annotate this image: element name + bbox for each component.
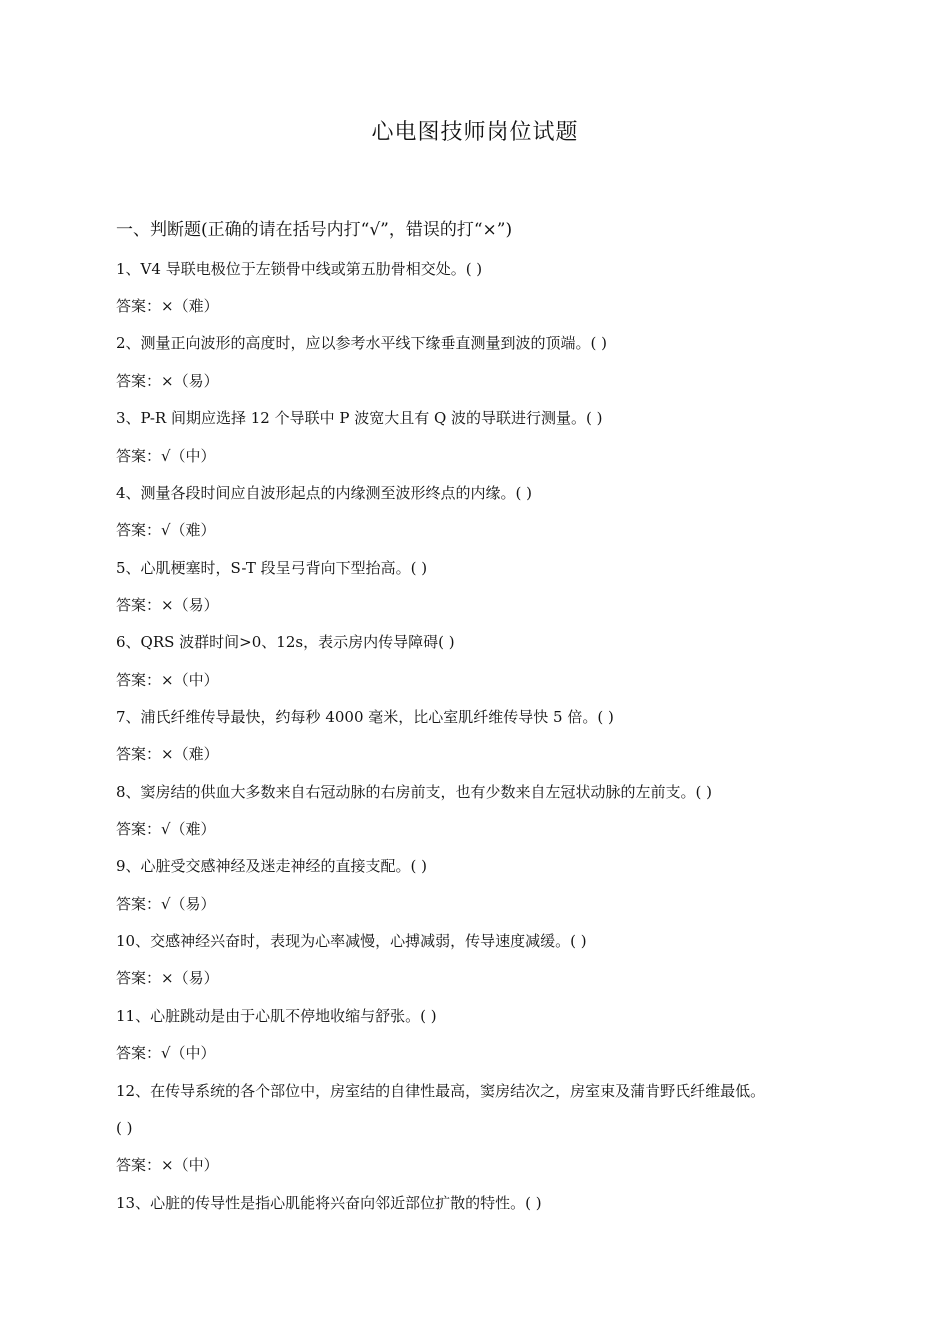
question-1: 1、V4 导联电极位于左锁骨中线或第五肋骨相交处。( ) [116, 260, 483, 278]
question-6: 6、QRS 波群时间>0、12s，表示房内传导障碍( ) [116, 633, 455, 651]
question-3: 3、P-R 间期应选择 12 个导联中 P 波宽大且有 Q 波的导联进行测量。( ) [116, 409, 603, 427]
answer-1: 答案：×（难） [116, 297, 219, 315]
section-heading: 一、判断题(正确的请在括号内打“√”，错误的打“×”) [116, 220, 513, 240]
question-10: 10、交感神经兴奋时，表现为心率减慢，心搏减弱，传导速度减缓。( ) [116, 932, 587, 950]
answer-5: 答案：×（易） [116, 596, 219, 614]
answer-4: 答案：√（难） [116, 521, 216, 539]
page-title: 心电图技师岗位试题 [371, 120, 579, 145]
answer-8: 答案：√（难） [116, 820, 216, 838]
answer-2: 答案：×（易） [116, 372, 219, 390]
answer-7: 答案：×（难） [116, 745, 219, 763]
answer-12: 答案：×（中） [116, 1156, 219, 1174]
answer-9: 答案：√（易） [116, 895, 216, 913]
answer-6: 答案：×（中） [116, 671, 219, 689]
question-7: 7、浦氏纤维传导最快，约每秒 4000 毫米，比心室肌纤维传导快 5 倍。( ) [116, 708, 614, 726]
question-12-continuation: ( ) [116, 1119, 133, 1137]
question-8: 8、窦房结的供血大多数来自右冠动脉的右房前支，也有少数来自左冠状动脉的左前支。( ) [116, 783, 713, 801]
answer-3: 答案：√（中） [116, 447, 216, 465]
question-4: 4、测量各段时间应自波形起点的内缘测至波形终点的内缘。( ) [116, 484, 533, 502]
question-9: 9、心脏受交感神经及迷走神经的直接支配。( ) [116, 857, 428, 875]
question-2: 2、测量正向波形的高度时，应以参考水平线下缘垂直测量到波的顶端。( ) [116, 334, 608, 352]
question-13: 13、心脏的传导性是指心肌能将兴奋向邻近部位扩散的特性。( ) [116, 1194, 542, 1212]
answer-10: 答案：×（易） [116, 969, 219, 987]
question-5: 5、心肌梗塞时，S-T 段呈弓背向下型抬高。( ) [116, 559, 428, 577]
question-11: 11、心脏跳动是由于心肌不停地收缩与舒张。( ) [116, 1007, 437, 1025]
question-12: 12、在传导系统的各个部位中，房室结的自律性最高，窦房结次之，房室束及蒲肯野氏纤维最低。 [116, 1082, 766, 1100]
answer-11: 答案：√（中） [116, 1044, 216, 1062]
